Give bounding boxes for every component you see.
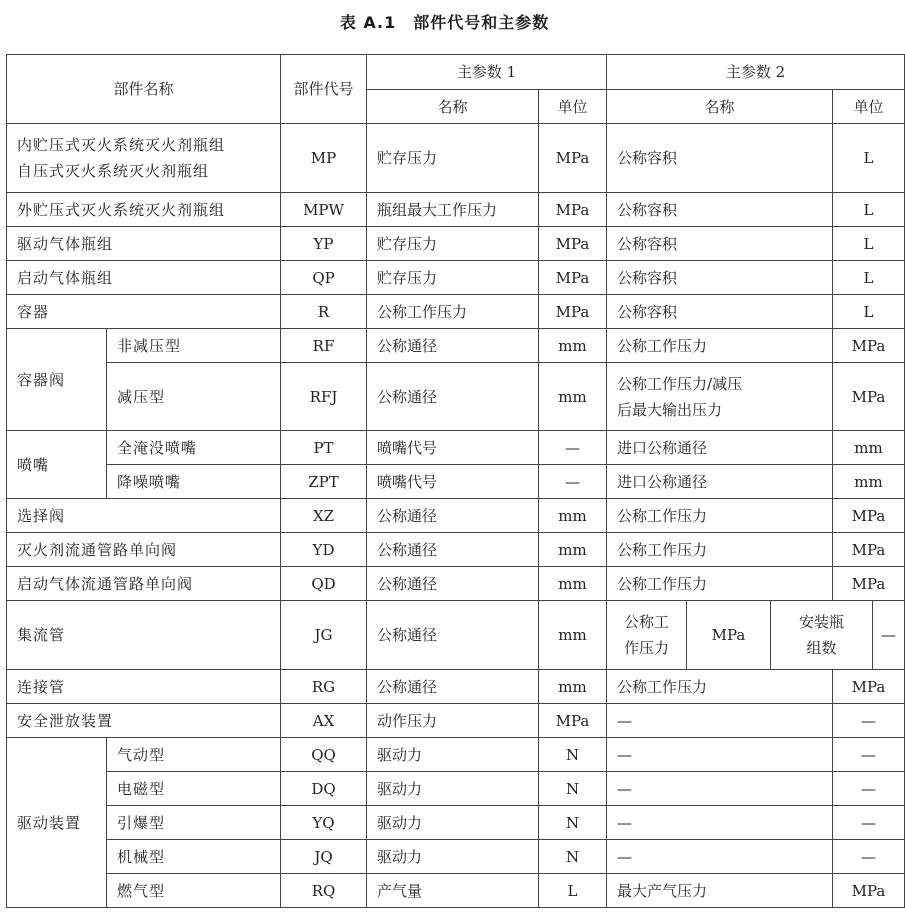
table-row	[7, 261, 905, 295]
group-name: 容器阀	[7, 329, 107, 431]
part-code: YQ	[281, 806, 367, 840]
param1-unit: N	[539, 806, 607, 840]
param2b-unit: —	[873, 601, 905, 670]
header-param2: 主参数 2	[607, 55, 905, 90]
part-name: 安全泄放装置	[7, 704, 281, 738]
header-param1-unit: 单位	[539, 90, 607, 124]
param2-unit: L	[833, 124, 905, 193]
table-row	[7, 840, 905, 874]
param1-unit: MPa	[539, 124, 607, 193]
param1-unit: mm	[539, 329, 607, 363]
param1-unit: MPa	[539, 261, 607, 295]
part-name: 连接管	[7, 670, 281, 704]
param2-unit: L	[833, 227, 905, 261]
part-name: 选择阀	[7, 499, 281, 533]
param1-name: 公称通径	[367, 670, 539, 704]
param1-name: 公称工作压力	[367, 295, 539, 329]
param2-unit: MPa	[833, 363, 905, 431]
sub-name: 减压型	[107, 363, 281, 431]
param1-unit: MPa	[539, 704, 607, 738]
param2-name: —	[607, 840, 833, 874]
param1-name: 贮存压力	[367, 227, 539, 261]
sub-name: 非减压型	[107, 329, 281, 363]
sub-name: 机械型	[107, 840, 281, 874]
header-part-name: 部件名称	[7, 55, 281, 124]
part-code: MP	[281, 124, 367, 193]
part-name: 启动气体流通管路单向阀	[7, 567, 281, 601]
param2b-name: 安装瓶	[799, 613, 845, 631]
param2-unit: —	[833, 806, 905, 840]
param2-name: —	[607, 806, 833, 840]
group-name: 喷嘴	[7, 431, 107, 499]
param1-unit: L	[539, 874, 607, 908]
param1-name: 公称通径	[367, 601, 539, 670]
param2-name: 公称工作压力	[607, 533, 833, 567]
param2-unit: L	[833, 261, 905, 295]
param1-name: 瓶组最大工作压力	[367, 193, 539, 227]
part-code: R	[281, 295, 367, 329]
table-row	[7, 704, 905, 738]
part-code: JG	[281, 601, 367, 670]
param1-unit: mm	[539, 533, 607, 567]
table-title: 表 A.1 部件代号和主参数	[339, 13, 550, 32]
param2a-unit: MPa	[687, 601, 771, 670]
param2-name: 公称容积	[607, 227, 833, 261]
part-code: AX	[281, 704, 367, 738]
param1-name: 驱动力	[367, 772, 539, 806]
table-row	[7, 567, 905, 601]
param2-name: —	[607, 738, 833, 772]
part-code: ZPT	[281, 465, 367, 499]
part-name: 集流管	[7, 601, 281, 670]
param2-name: 公称容积	[607, 295, 833, 329]
part-name-line2: 自压式灭火系统灭火剂瓶组	[17, 162, 210, 180]
param2-unit: MPa	[833, 567, 905, 601]
param2-name: 公称工作压力	[607, 329, 833, 363]
header-param1: 主参数 1	[367, 55, 607, 90]
table-row	[7, 533, 905, 567]
table-row	[7, 329, 905, 363]
param1-name: 公称通径	[367, 567, 539, 601]
part-code: MPW	[281, 193, 367, 227]
part-code: XZ	[281, 499, 367, 533]
param1-unit: mm	[539, 670, 607, 704]
param1-name: 公称通径	[367, 533, 539, 567]
table-row	[7, 193, 905, 227]
header-param2-unit: 单位	[833, 90, 905, 124]
table-row	[7, 295, 905, 329]
sub-name: 全淹没喷嘴	[107, 431, 281, 465]
param1-name: 动作压力	[367, 704, 539, 738]
param2-name: 进口公称通径	[607, 465, 833, 499]
param2-unit: MPa	[833, 670, 905, 704]
param1-unit: —	[539, 431, 607, 465]
param1-unit: mm	[539, 601, 607, 670]
part-code: RQ	[281, 874, 367, 908]
sub-name: 引爆型	[107, 806, 281, 840]
table-row	[7, 124, 905, 193]
param2-unit: MPa	[833, 533, 905, 567]
table-row	[7, 431, 905, 465]
header-param1-name: 名称	[367, 90, 539, 124]
param2-unit: L	[833, 193, 905, 227]
param2-name: 公称容积	[607, 124, 833, 193]
header-param2-name: 名称	[607, 90, 833, 124]
param2-name: 公称工作压力	[607, 567, 833, 601]
param1-unit: N	[539, 738, 607, 772]
table-row	[7, 601, 905, 670]
param1-unit: MPa	[539, 193, 607, 227]
part-name-cell	[7, 124, 281, 193]
param1-unit: mm	[539, 363, 607, 431]
param2-unit: MPa	[833, 329, 905, 363]
part-code: JQ	[281, 840, 367, 874]
header-part-code: 部件代号	[281, 55, 367, 124]
part-name: 外贮压式灭火系统灭火剂瓶组	[7, 193, 281, 227]
param1-name: 驱动力	[367, 806, 539, 840]
param2-name-line2: 后最大输出压力	[617, 400, 723, 419]
sub-name: 气动型	[107, 738, 281, 772]
param2-unit: —	[833, 738, 905, 772]
param2b-name-cell	[771, 601, 873, 670]
param2-unit: mm	[833, 431, 905, 465]
part-code: QD	[281, 567, 367, 601]
table-row	[7, 772, 905, 806]
param2-unit: —	[833, 840, 905, 874]
param2-name: 公称工作压力	[607, 499, 833, 533]
parts-table	[6, 54, 905, 908]
param2-name: 公称容积	[607, 261, 833, 295]
param1-unit: N	[539, 840, 607, 874]
table-row	[7, 874, 905, 908]
table-row	[7, 738, 905, 772]
param1-name: 公称通径	[367, 329, 539, 363]
param2-unit: MPa	[833, 874, 905, 908]
param2b-name-line2: 组数	[806, 639, 837, 657]
param1-name: 喷嘴代号	[367, 431, 539, 465]
param1-name: 驱动力	[367, 738, 539, 772]
part-name: 容器	[7, 295, 281, 329]
part-code: RG	[281, 670, 367, 704]
table-row	[7, 363, 905, 431]
part-name: 启动气体瓶组	[7, 261, 281, 295]
sub-name: 电磁型	[107, 772, 281, 806]
param1-name: 驱动力	[367, 840, 539, 874]
param1-name: 贮存压力	[367, 261, 539, 295]
param1-unit: MPa	[539, 227, 607, 261]
param1-unit: —	[539, 465, 607, 499]
param1-unit: MPa	[539, 295, 607, 329]
param1-name: 产气量	[367, 874, 539, 908]
param2a-name-cell	[607, 601, 687, 670]
part-code: YD	[281, 533, 367, 567]
param1-name: 喷嘴代号	[367, 465, 539, 499]
param2-name: 公称工作压力	[607, 670, 833, 704]
param1-name: 公称通径	[367, 363, 539, 431]
part-name: 驱动气体瓶组	[7, 227, 281, 261]
table-row	[7, 806, 905, 840]
table-row	[7, 670, 905, 704]
param2a-name: 公称工	[624, 613, 670, 631]
param2-unit: —	[833, 772, 905, 806]
param2-unit: mm	[833, 465, 905, 499]
param2-unit: L	[833, 295, 905, 329]
param1-unit: N	[539, 772, 607, 806]
param2a-name-line2: 作压力	[624, 639, 670, 657]
table-row	[7, 499, 905, 533]
param2-unit: MPa	[833, 499, 905, 533]
part-code: PT	[281, 431, 367, 465]
param2-unit: —	[833, 704, 905, 738]
part-code: QQ	[281, 738, 367, 772]
part-code: RFJ	[281, 363, 367, 431]
part-code: RF	[281, 329, 367, 363]
part-name: 灭火剂流通管路单向阀	[7, 533, 281, 567]
param2-name: 公称容积	[607, 193, 833, 227]
param1-unit: mm	[539, 499, 607, 533]
param1-name: 公称通径	[367, 499, 539, 533]
part-name: 内贮压式灭火系统灭火剂瓶组	[17, 136, 226, 154]
sub-name: 燃气型	[107, 874, 281, 908]
param2-name: 进口公称通径	[607, 431, 833, 465]
table-row	[7, 227, 905, 261]
param1-name: 贮存压力	[367, 124, 539, 193]
group-name: 驱动装置	[7, 738, 107, 908]
param2-name: —	[607, 772, 833, 806]
part-code: DQ	[281, 772, 367, 806]
param2-name: 最大产气压力	[607, 874, 833, 908]
param2-name: —	[607, 704, 833, 738]
param2-name-cell	[607, 363, 833, 431]
sub-name: 降噪喷嘴	[107, 465, 281, 499]
param1-unit: mm	[539, 567, 607, 601]
part-code: YP	[281, 227, 367, 261]
param2-name: 公称工作压力/减压	[617, 374, 743, 393]
part-code: QP	[281, 261, 367, 295]
table-row	[7, 465, 905, 499]
